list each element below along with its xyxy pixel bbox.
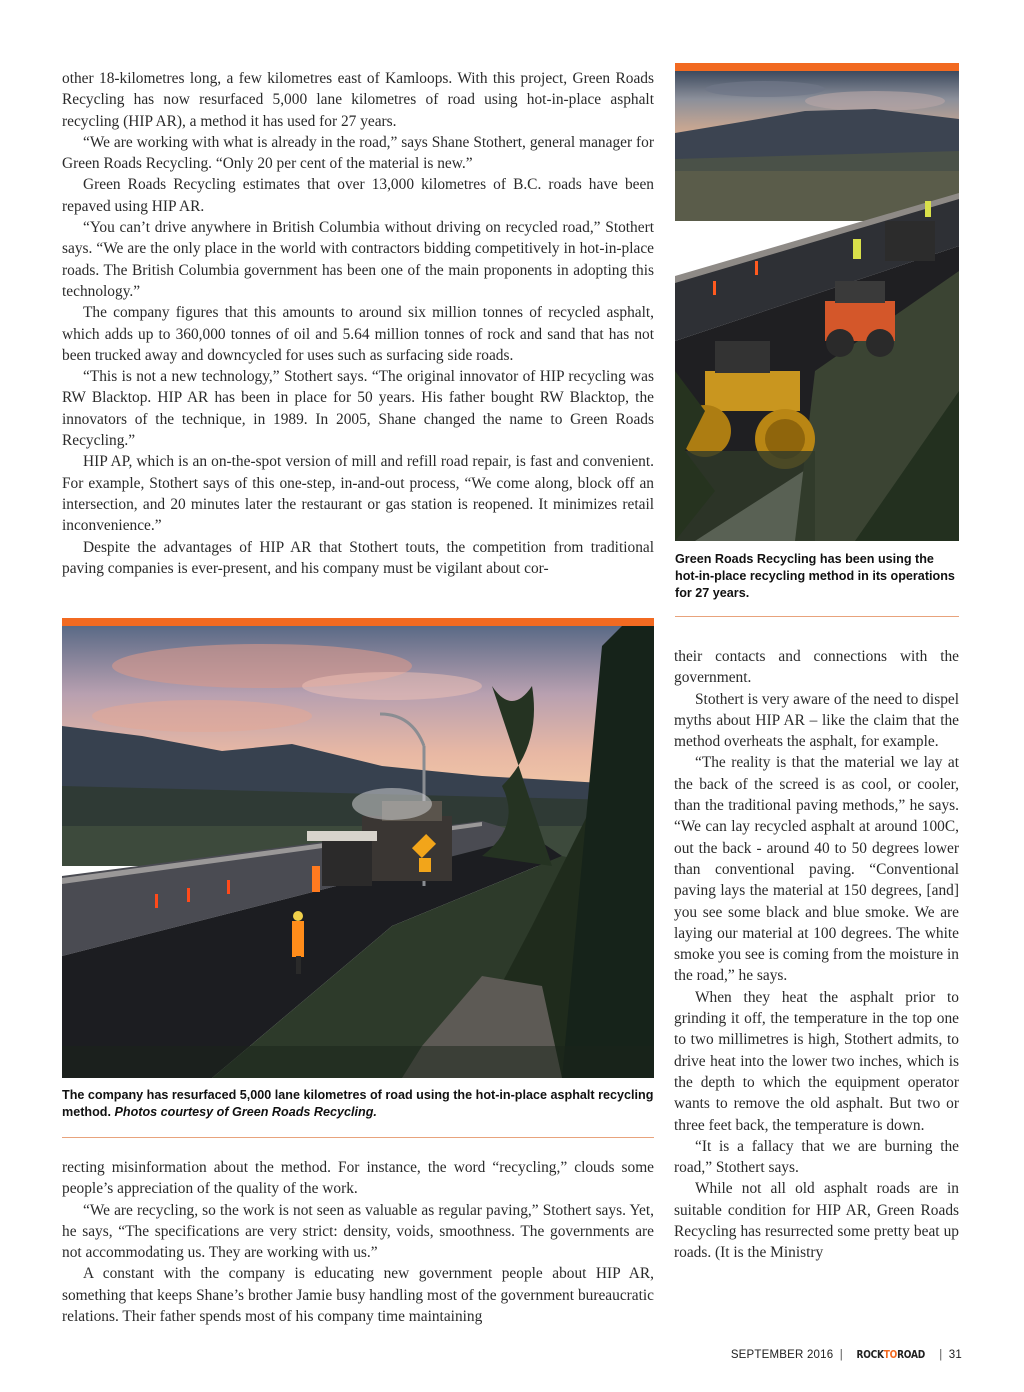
issue-date: SEPTEMBER 2016 xyxy=(730,1349,834,1361)
page-footer xyxy=(731,1348,962,1361)
paragraph: other 18-kilometres long, a few kilometres east of Kamloops. With this project, Green Roads Recycling has now resurfaced 5,000 lane kilometres of road using hot-in-place asphalt recycling (HIP AR), a method it has used for 27 years. xyxy=(62,70,654,130)
article-column-top-left xyxy=(62,68,654,579)
paragraph: “We are working with what is already in the road,” says Shane Stothert, general manager for Green Roads Recycling. “Only 20 per cent of the material is new.” xyxy=(62,133,654,173)
paragraph: “This is not a new technology,” Stothert says. “The original innovator of HIP recycling was RW Blacktop. HIP AR has been in place for 50 years. His father bought RW Blacktop, the innovators of the technique, in 1989. In 2005, Shane changed the name to Green Roads Recycling.” xyxy=(62,368,654,450)
footer-separator: | xyxy=(939,1349,943,1361)
paragraph: Green Roads Recycling estimates that over 13,000 kilometres of B.C. roads have been repaved using HIP AR. xyxy=(62,176,654,215)
paragraph: Despite the advantages of HIP AR that Stothert touts, the competition from traditional paving companies is ever-present, and his company must be vigilant about cor- xyxy=(62,538,654,577)
article-column-bottom-left xyxy=(62,1157,654,1327)
paragraph: their contacts and connections with the government. xyxy=(674,648,959,687)
logo-part: TO xyxy=(884,1348,898,1361)
article-column-right xyxy=(674,646,959,1264)
caption-text: The company has resurfaced 5,000 lane kilometres of road using the hot-in-place asphalt recycling method. xyxy=(62,1088,654,1119)
paragraph: While not all old asphalt roads are in suitable condition for HIP AR, Green Roads Recycling has resurrected some pretty beat up roads. (It is the Ministry xyxy=(674,1180,959,1262)
logo-part: ROAD xyxy=(897,1348,926,1361)
photo-top-bar xyxy=(62,618,654,626)
page-number: 31 xyxy=(948,1349,962,1361)
paragraph: recting misinformation about the method. For instance, the word “recycling,” clouds some people’s appreciation of the quality of the work. xyxy=(62,1159,654,1198)
paragraph: “You can’t drive anywhere in British Columbia without driving on recycled road,” Stothert says. “We are the only place in the world with contractors bidding competitively in hot-in-place roads. The British Columbia government has been one of the main proponents in adopting this technology.” xyxy=(62,219,654,300)
paragraph: “We are recycling, so the work is not seen as valuable as regular paving,” Stothert says. Yet, he says, “The specifications are very strict: density, voids, smoothness. The governments are not accommodating us. They are working with us.” xyxy=(62,1201,654,1262)
caption-divider xyxy=(62,1137,654,1138)
paragraph: HIP AP, which is an on-the-spot version of mill and refill road repair, is fast and convenient. For example, Stothert says of this one-step, in-and-out process, “We come along, block off an intersection, and 20 minutes later the restaurant or gas station is reopened. It minimizes retail inconvenience.” xyxy=(62,453,654,535)
photo-caption-top-right: Green Roads Recycling has been using the hot-in-place recycling method in its operations for 27 years. xyxy=(675,552,955,600)
caption-divider xyxy=(675,616,959,617)
photo-paving-train xyxy=(62,626,654,1078)
paragraph: “It is a fallacy that we are burning the road,” Stothert says. xyxy=(674,1137,959,1177)
magazine-logo xyxy=(857,1348,925,1361)
paragraph: Stothert is very aware of the need to dispel myths about HIP AR – like the claim that the method overheats the asphalt, for example. xyxy=(674,690,959,751)
photo-credit: Photos courtesy of Green Roads Recycling. xyxy=(114,1104,377,1119)
paragraph: The company figures that this amounts to around six million tonnes of recycled asphalt, which adds up to 360,000 tonnes of oil and 5.64 million tonnes of rock and sand that has not been trucked away and downcycled for uses such as surfacing side roads. xyxy=(62,304,654,364)
photo-paving-crew xyxy=(675,71,959,541)
paragraph: When they heat the asphalt prior to grinding it off, the temperature in the top one to two millimetres is high, Stothert admits, to drive heat into the lower two inches, which is the depth to which the equipment operator wants to remove the old asphalt. But two or three feet back, the temperature is down. xyxy=(674,988,959,1134)
paragraph: “The reality is that the material we lay at the back of the screed is as cool, or cooler, than the traditional paving methods,” he says. “We can lay recycled asphalt at around 100C, out the back - around 40 to 50 degrees lower than conventional paving. “Conventional paving lays the material at 150 degrees, [and] you see some black and blue smoke. We are laying our material at 100 degrees. The white smoke you see is coming from the moisture in the road,” he says. xyxy=(674,754,959,985)
paragraph: A constant with the company is educating new government people about HIP AR, something that keeps Shane’s brother Jamie busy handling most of the government bureaucratic relations. Their father spends most of his company time maintaining xyxy=(62,1265,654,1326)
photo-top-bar xyxy=(675,63,959,71)
logo-part: ROCK xyxy=(856,1348,885,1361)
footer-separator: | xyxy=(839,1349,843,1361)
photo-caption-middle-left xyxy=(62,1087,654,1121)
